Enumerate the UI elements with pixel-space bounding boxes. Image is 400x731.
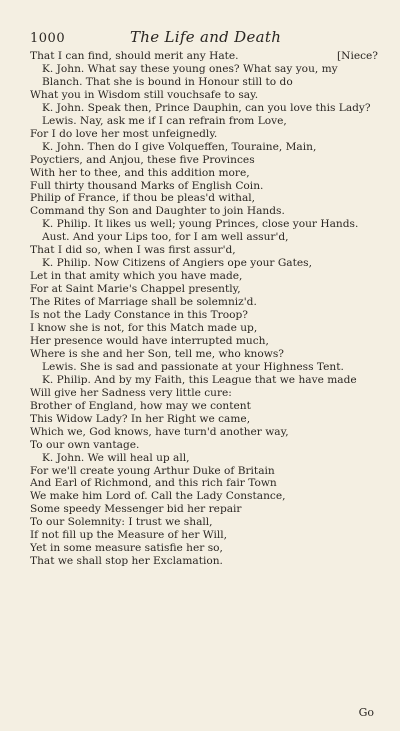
text-line-content: To our Solemnity: I trust we shall, <box>30 516 213 529</box>
text-line-content: K. John. Speak then, Prince Dauphin, can you love this Lady? <box>42 101 371 114</box>
text-line-content: K. John. Then do I give Volqueffen, Touraine, Main, <box>42 140 317 153</box>
text-line <box>30 141 378 154</box>
page-header <box>30 28 378 46</box>
text-line-content: For I do love her most unfeignedly. <box>30 127 218 140</box>
text-line <box>30 89 378 102</box>
text-line <box>30 270 378 283</box>
text-line <box>30 309 378 322</box>
text-line <box>30 102 378 115</box>
page-number: 1000 <box>30 31 66 46</box>
text-line <box>30 413 378 426</box>
text-line-content: Some speedy Messenger bid her repair <box>30 503 242 516</box>
text-line-content: K. Philip. Now Citizens of Angiers ope your Gates, <box>42 257 312 270</box>
catchword: Go <box>358 706 374 719</box>
text-line-content: The Rites of Marriage shall be solemniz'd. <box>30 296 257 309</box>
text-line <box>30 374 378 387</box>
text-line <box>30 205 378 218</box>
text-line-content: Lewis. She is sad and passionate at your Highness Tent. <box>42 360 344 373</box>
text-line <box>30 218 378 231</box>
text-line-content: And Earl of Richmond, and this rich fair Town <box>30 477 277 490</box>
text-line-content: That I did so, when I was first assur'd, <box>30 244 236 257</box>
text-line-content: If not fill up the Measure of her Will, <box>30 529 228 542</box>
text-line <box>30 452 378 465</box>
text-line <box>30 244 378 257</box>
text-line <box>30 322 378 335</box>
text-line-content: K. John. What say these young ones? What say you, my <box>42 62 338 75</box>
text-line-content: Her presence would have interrupted much, <box>30 334 269 347</box>
text-line <box>30 231 378 244</box>
text-line-turnover: [Niece? <box>337 50 378 62</box>
text-line <box>30 387 378 400</box>
text-line-content: Yet in some measure satisfie her so, <box>30 542 223 555</box>
text-line <box>30 503 378 516</box>
text-line <box>30 465 378 478</box>
text-line <box>30 283 378 296</box>
text-line-content: Which we, God knows, have turn'd another way, <box>30 425 289 438</box>
text-line-content: With her to thee, and this addition more, <box>30 166 250 179</box>
text-line <box>30 426 378 439</box>
text-line-content: Command thy Son and Daughter to join Hands. <box>30 205 285 218</box>
text-line-content: This Widow Lady? In her Right we came, <box>30 412 251 425</box>
text-line <box>30 50 378 63</box>
text-line <box>30 542 378 555</box>
text-line-content: To our own vantage. <box>30 438 140 451</box>
text-line-content: Where is she and her Son, tell me, who knows? <box>30 347 284 360</box>
text-line-content: K. John. We will heal up all, <box>42 451 190 464</box>
play-text <box>30 50 378 568</box>
text-line <box>30 555 378 568</box>
text-line-content: What you in Wisdom still vouchsafe to say. <box>30 88 259 101</box>
text-line-content: For we'll create young Arthur Duke of Britain <box>30 464 275 477</box>
text-line <box>30 192 378 205</box>
text-line <box>30 180 378 193</box>
text-line-content: Full thirty thousand Marks of English Coin. <box>30 179 264 192</box>
text-line <box>30 439 378 452</box>
text-line-content: Blanch. That she is bound in Honour still to do <box>42 75 293 88</box>
text-line-content: I know she is not, for this Match made up, <box>30 322 258 335</box>
text-line <box>30 296 378 309</box>
text-line <box>30 154 378 167</box>
text-line-content: We make him Lord of. Call the Lady Constance, <box>30 490 286 503</box>
text-line-content: Philip of France, if thou be pleas'd withal, <box>30 192 256 205</box>
text-line-content: Will give her Sadness very little cure: <box>30 386 232 399</box>
text-line <box>30 477 378 490</box>
text-line <box>30 529 378 542</box>
text-line <box>30 76 378 89</box>
text-line-content: Let in that amity which you have made, <box>30 270 243 283</box>
text-line-content: That we shall stop her Exclamation. <box>30 555 223 568</box>
text-line-content: K. Philip. It likes us well; young Princes, close your Hands. <box>42 218 359 231</box>
text-line <box>30 490 378 503</box>
text-line <box>30 115 378 128</box>
text-line-content: For at Saint Marie's Chappel presently, <box>30 283 241 296</box>
text-line <box>30 361 378 374</box>
text-line-content: That I can find, should merit any Hate. <box>30 50 239 62</box>
text-line <box>30 348 378 361</box>
text-line-content: Aust. And your Lips too, for I am well assur'd, <box>42 231 289 244</box>
text-line-content: Poyctiers, and Anjou, these five Provinces <box>30 153 255 166</box>
text-line-content: Is not the Lady Constance in this Troop? <box>30 309 248 322</box>
running-title: The Life and Death <box>130 28 282 46</box>
text-line <box>30 167 378 180</box>
text-line <box>30 335 378 348</box>
text-line <box>30 400 378 413</box>
text-line <box>30 128 378 141</box>
text-line-content: Lewis. Nay, ask me if I can refrain from Love, <box>42 114 287 127</box>
text-line-content: Brother of England, how may we content <box>30 399 251 412</box>
text-line-content: K. Philip. And by my Faith, this League that we have made <box>42 373 357 386</box>
text-line <box>30 516 378 529</box>
text-line <box>30 257 378 270</box>
text-line <box>30 63 378 76</box>
